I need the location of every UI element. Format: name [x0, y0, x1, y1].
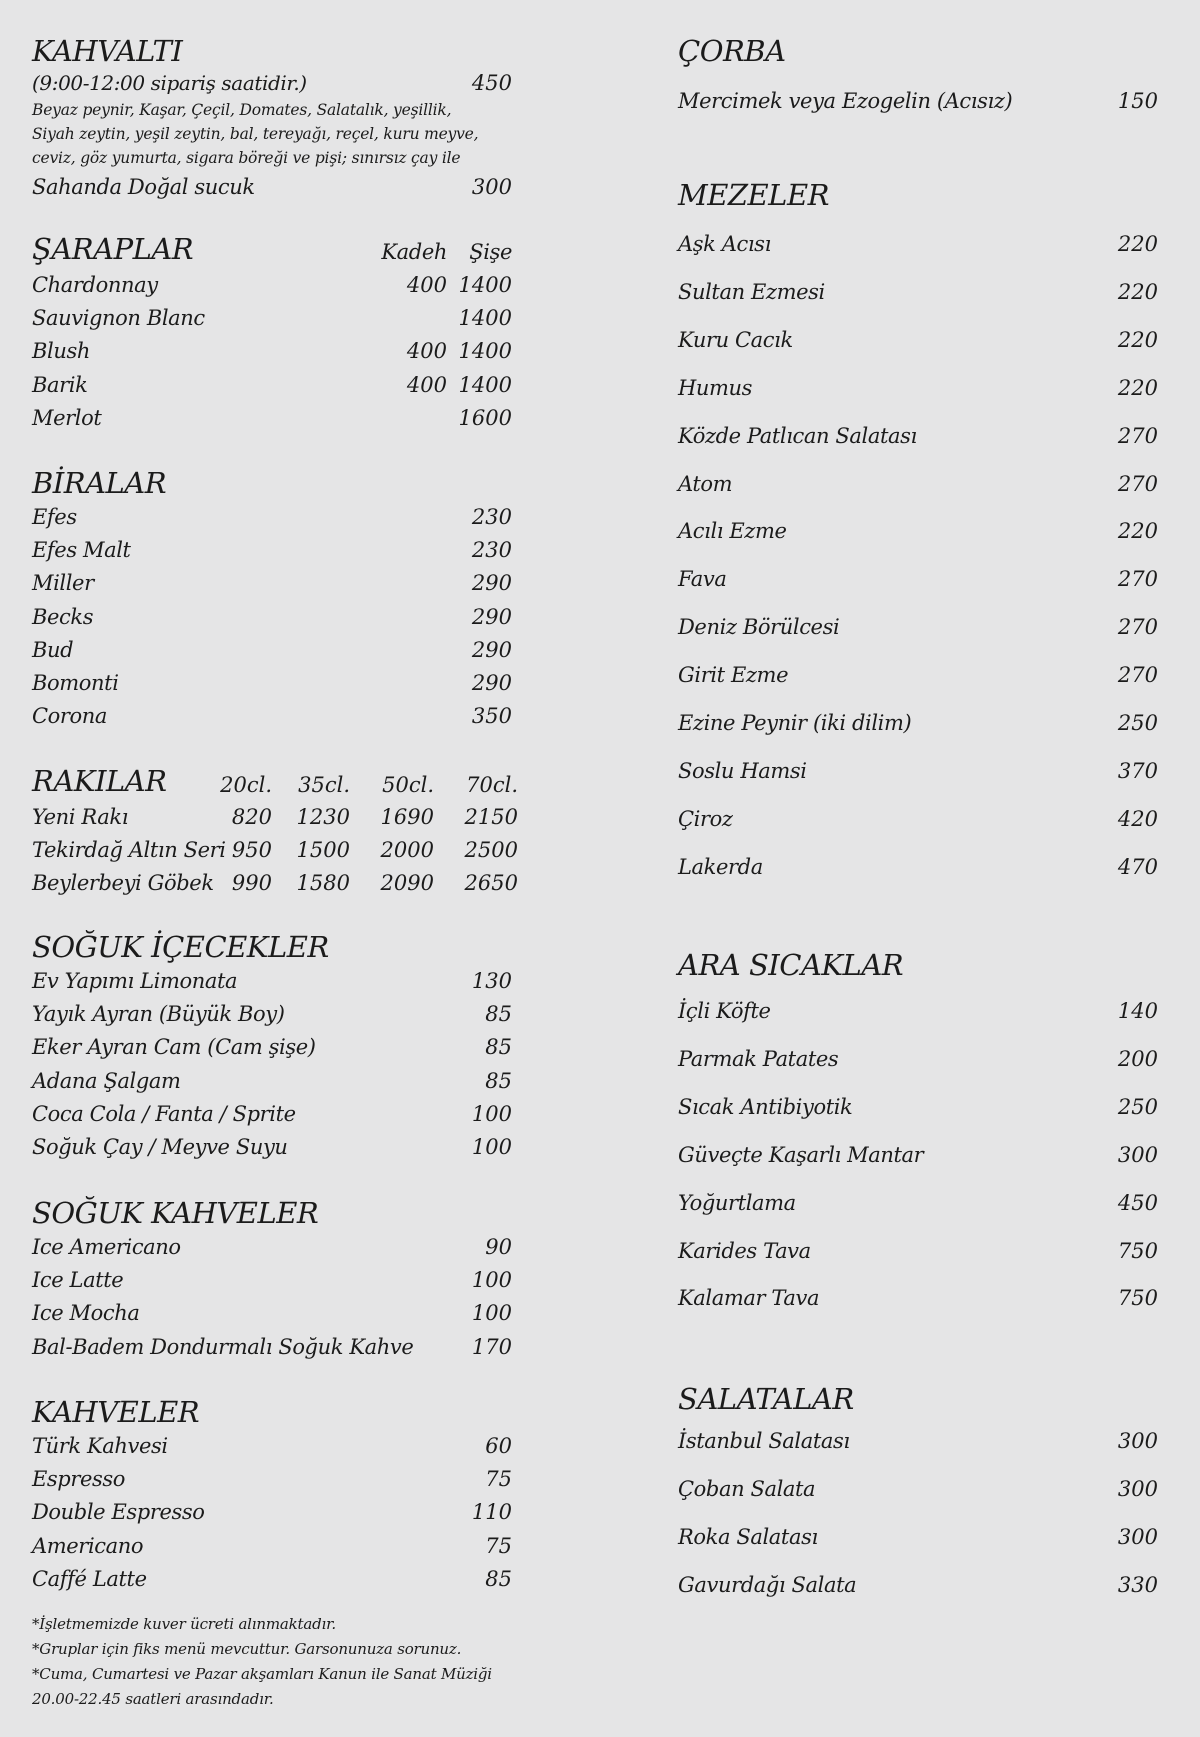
menu-item-name: Mercimek veya Ezogelin (Acısız)	[678, 89, 1013, 113]
menu-item-price: 220	[1117, 279, 1158, 304]
section-title-ara-sicaklar: ARA SICAKLAR	[678, 948, 904, 982]
menu-item-price: 170	[471, 1334, 512, 1359]
menu-item-price: 290	[471, 671, 512, 695]
menu-item-name: Sultan Ezmesi	[678, 279, 825, 304]
menu-item-name: Yoğurtlama	[678, 1190, 796, 1215]
menu-item-price: 85	[485, 1068, 512, 1093]
wine-glass-price: 400	[406, 372, 447, 397]
saraplar-col-bottle: Şişe	[469, 240, 512, 264]
raki-price: 1230	[296, 805, 350, 829]
menu-item-name: İstanbul Salatası	[678, 1429, 850, 1453]
footer-note: *Gruplar için fiks menü mevcuttur. Garsonunuza sorunuz.	[32, 1640, 462, 1658]
raki-price: 1690	[380, 805, 434, 829]
menu-item-name: Fava	[678, 567, 727, 592]
menu-item-price: 150	[1117, 89, 1158, 113]
menu-item-price: 300	[1117, 1524, 1158, 1549]
kahvalti-extra-price: 300	[471, 175, 512, 199]
menu-item-price: 220	[1117, 327, 1158, 352]
menu-item-price: 300	[1117, 1476, 1158, 1501]
raki-size-label: 50cl.	[382, 773, 434, 797]
menu-item-name: Roka Salatası	[678, 1524, 818, 1549]
menu-item-price: 350	[471, 704, 512, 729]
menu-item-name: Tekirdağ Altın Seri	[32, 838, 226, 863]
menu-item-price: 270	[1117, 615, 1158, 640]
menu-item-name: Bomonti	[32, 671, 119, 695]
kahvalti-price: 450	[471, 71, 512, 95]
menu-item-price: 220	[1117, 519, 1158, 544]
menu-item-price: 750	[1117, 1238, 1158, 1263]
wine-bottle-price: 1400	[458, 273, 512, 297]
menu-item-price: 140	[1117, 999, 1158, 1023]
menu-item-name: Miller	[32, 571, 94, 596]
menu-item-price: 130	[471, 969, 512, 993]
menu-item-price: 75	[485, 1467, 512, 1492]
menu-item-price: 100	[471, 1101, 512, 1126]
menu-item-price: 420	[1117, 806, 1158, 831]
menu-item-price: 60	[485, 1434, 512, 1458]
menu-item-name: Parmak Patates	[678, 1046, 839, 1071]
menu-item-name: Acılı Ezme	[678, 519, 787, 544]
menu-item-price: 200	[1117, 1046, 1158, 1071]
menu-item-price: 750	[1117, 1286, 1158, 1311]
menu-item-name: Aşk Acısı	[678, 232, 771, 256]
raki-price: 820	[231, 805, 272, 829]
menu-item-price: 330	[1117, 1572, 1158, 1597]
kahvalti-desc-line: ceviz, göz yumurta, sigara böreği ve pişi; sınırsız çay ile	[32, 149, 461, 167]
menu-item-name: Gavurdağı Salata	[678, 1572, 857, 1597]
raki-price: 990	[231, 871, 272, 896]
menu-item-price: 110	[471, 1500, 512, 1525]
footer-note: 20.00-22.45 saatleri arasındadır.	[32, 1690, 274, 1708]
raki-price: 2090	[380, 871, 434, 896]
menu-item-name: Americano	[32, 1533, 144, 1558]
menu-item-price: 85	[485, 1566, 512, 1591]
menu-item-price: 100	[471, 1301, 512, 1326]
menu-item-name: Bud	[32, 637, 74, 662]
menu-item-price: 85	[485, 1002, 512, 1027]
raki-size-label: 20cl.	[220, 773, 272, 797]
menu-item-name: Efes Malt	[32, 538, 131, 563]
menu-item-price: 270	[1117, 471, 1158, 496]
menu-item-name: Humus	[678, 375, 753, 400]
menu-item-name: Türk Kahvesi	[32, 1434, 168, 1458]
menu-item-price: 290	[471, 571, 512, 596]
menu-item-name: Yayık Ayran (Büyük Boy)	[32, 1002, 285, 1027]
section-title-kahvalti: KAHVALTI	[32, 34, 183, 68]
menu-item-name: İçli Köfte	[678, 999, 771, 1023]
menu-item-name: Çiroz	[678, 806, 733, 831]
menu-item-price: 290	[471, 604, 512, 629]
menu-item-name: Chardonnay	[32, 273, 158, 297]
menu-item-name: Corona	[32, 704, 108, 729]
menu-item-price: 270	[1117, 663, 1158, 688]
menu-item-name: Karides Tava	[678, 1238, 811, 1263]
menu-item-price: 100	[471, 1268, 512, 1293]
raki-price: 1580	[296, 871, 350, 896]
menu-item-name: Ice Latte	[32, 1268, 124, 1293]
menu-item-price: 270	[1117, 423, 1158, 448]
menu-item-name: Ezine Peynir (iki dilim)	[678, 711, 912, 735]
menu-item-price: 300	[1117, 1142, 1158, 1167]
menu-item-name: Soğuk Çay / Meyve Suyu	[32, 1135, 288, 1159]
raki-price: 2500	[464, 838, 518, 863]
menu-item-price: 470	[1117, 854, 1158, 879]
section-title-kahveler: KAHVELER	[32, 1395, 200, 1429]
menu-item-name: Deniz Börülcesi	[678, 615, 840, 640]
menu-item-name: Kuru Cacık	[678, 327, 793, 352]
menu-item-price: 220	[1117, 232, 1158, 256]
menu-item-name: Coca Cola / Fanta / Sprite	[32, 1101, 296, 1126]
menu-item-name: Ice Americano	[32, 1235, 181, 1259]
menu-item-name: Ev Yapımı Limonata	[32, 969, 238, 993]
menu-item-name: Çoban Salata	[678, 1476, 816, 1501]
wine-glass-price: 400	[406, 273, 447, 297]
section-title-corba: ÇORBA	[678, 34, 786, 68]
section-title-soguk-icecekler: SOĞUK İÇECEKLER	[32, 930, 329, 964]
menu-item-name: Merlot	[32, 405, 102, 430]
menu-item-name: Yeni Rakı	[32, 805, 129, 829]
wine-bottle-price: 1400	[458, 339, 512, 364]
raki-price: 2000	[380, 838, 434, 863]
menu-item-name: Beylerbeyi Göbek	[32, 871, 214, 896]
menu-item-price: 450	[1117, 1190, 1158, 1215]
menu-item-price: 370	[1117, 758, 1158, 783]
wine-bottle-price: 1400	[458, 372, 512, 397]
menu-item-price: 290	[471, 637, 512, 662]
menu-item-name: Lakerda	[678, 854, 763, 879]
menu-item-name: Sıcak Antibiyotik	[678, 1094, 853, 1119]
menu-item-name: Soslu Hamsi	[678, 758, 807, 783]
menu-item-name: Kalamar Tava	[678, 1286, 820, 1311]
menu-item-name: Becks	[32, 604, 94, 629]
menu-item-name: Adana Şalgam	[32, 1068, 181, 1093]
menu-item-name: Ice Mocha	[32, 1301, 140, 1326]
menu-item-name: Sauvignon Blanc	[32, 306, 205, 331]
menu-item-name: Atom	[678, 471, 733, 496]
footer-note: *Cuma, Cumartesi ve Pazar akşamları Kanun ile Sanat Müziği	[32, 1665, 492, 1683]
menu-item-name: Eker Ayran Cam (Cam şişe)	[32, 1035, 316, 1060]
kahvalti-desc-line: Siyah zeytin, yeşil zeytin, bal, tereyağı, reçel, kuru meyve,	[32, 125, 479, 143]
raki-price: 2650	[464, 871, 518, 896]
menu-item-name: Double Espresso	[32, 1500, 205, 1525]
section-title-saraplar: ŞARAPLAR	[32, 232, 194, 266]
section-title-biralar: BİRALAR	[32, 466, 167, 500]
menu-item-price: 300	[1117, 1429, 1158, 1453]
menu-item-price: 220	[1117, 375, 1158, 400]
menu-item-name: Barik	[32, 372, 88, 397]
wine-bottle-price: 1400	[458, 306, 512, 331]
menu-item-name: Efes	[32, 505, 77, 529]
menu-item-price: 85	[485, 1035, 512, 1060]
menu-item-name: Güveçte Kaşarlı Mantar	[678, 1142, 924, 1167]
footer-note: *İşletmemizde kuver ücreti alınmaktadır.	[32, 1615, 336, 1633]
menu-item-price: 250	[1117, 711, 1158, 735]
menu-item-price: 250	[1117, 1094, 1158, 1119]
raki-price: 950	[231, 838, 272, 863]
raki-size-label: 35cl.	[298, 773, 350, 797]
menu-item-price: 75	[485, 1533, 512, 1558]
raki-size-label: 70cl.	[466, 773, 518, 797]
menu-item-price: 230	[471, 505, 512, 529]
section-title-soguk-kahveler: SOĞUK KAHVELER	[32, 1196, 319, 1230]
menu-item-name: Blush	[32, 339, 90, 364]
menu-item-name: Közde Patlıcan Salatası	[678, 423, 917, 448]
menu-item-name: Girit Ezme	[678, 663, 789, 688]
menu-item-name: Espresso	[32, 1467, 126, 1492]
raki-price: 1500	[296, 838, 350, 863]
menu-item-name: Bal-Badem Dondurmalı Soğuk Kahve	[32, 1334, 414, 1359]
wine-bottle-price: 1600	[458, 405, 512, 430]
menu-item-price: 270	[1117, 567, 1158, 592]
menu-item-price: 230	[471, 538, 512, 563]
menu-item-price: 100	[471, 1135, 512, 1159]
section-title-rakilar: RAKILAR	[32, 764, 167, 798]
kahvalti-subtitle: (9:00-12:00 sipariş saatidir.)	[32, 71, 307, 95]
kahvalti-extra-name: Sahanda Doğal sucuk	[32, 175, 255, 199]
wine-glass-price: 400	[406, 339, 447, 364]
menu-item-name: Caffé Latte	[32, 1566, 147, 1591]
section-title-mezeler: MEZELER	[678, 178, 829, 212]
kahvalti-desc-line: Beyaz peynir, Kaşar, Çeçil, Domates, Salatalık, yeşillik,	[32, 101, 452, 119]
raki-price: 2150	[464, 805, 518, 829]
section-title-salatalar: SALATALAR	[678, 1382, 854, 1416]
saraplar-col-glass: Kadeh	[381, 240, 447, 264]
menu-item-price: 90	[485, 1235, 512, 1259]
